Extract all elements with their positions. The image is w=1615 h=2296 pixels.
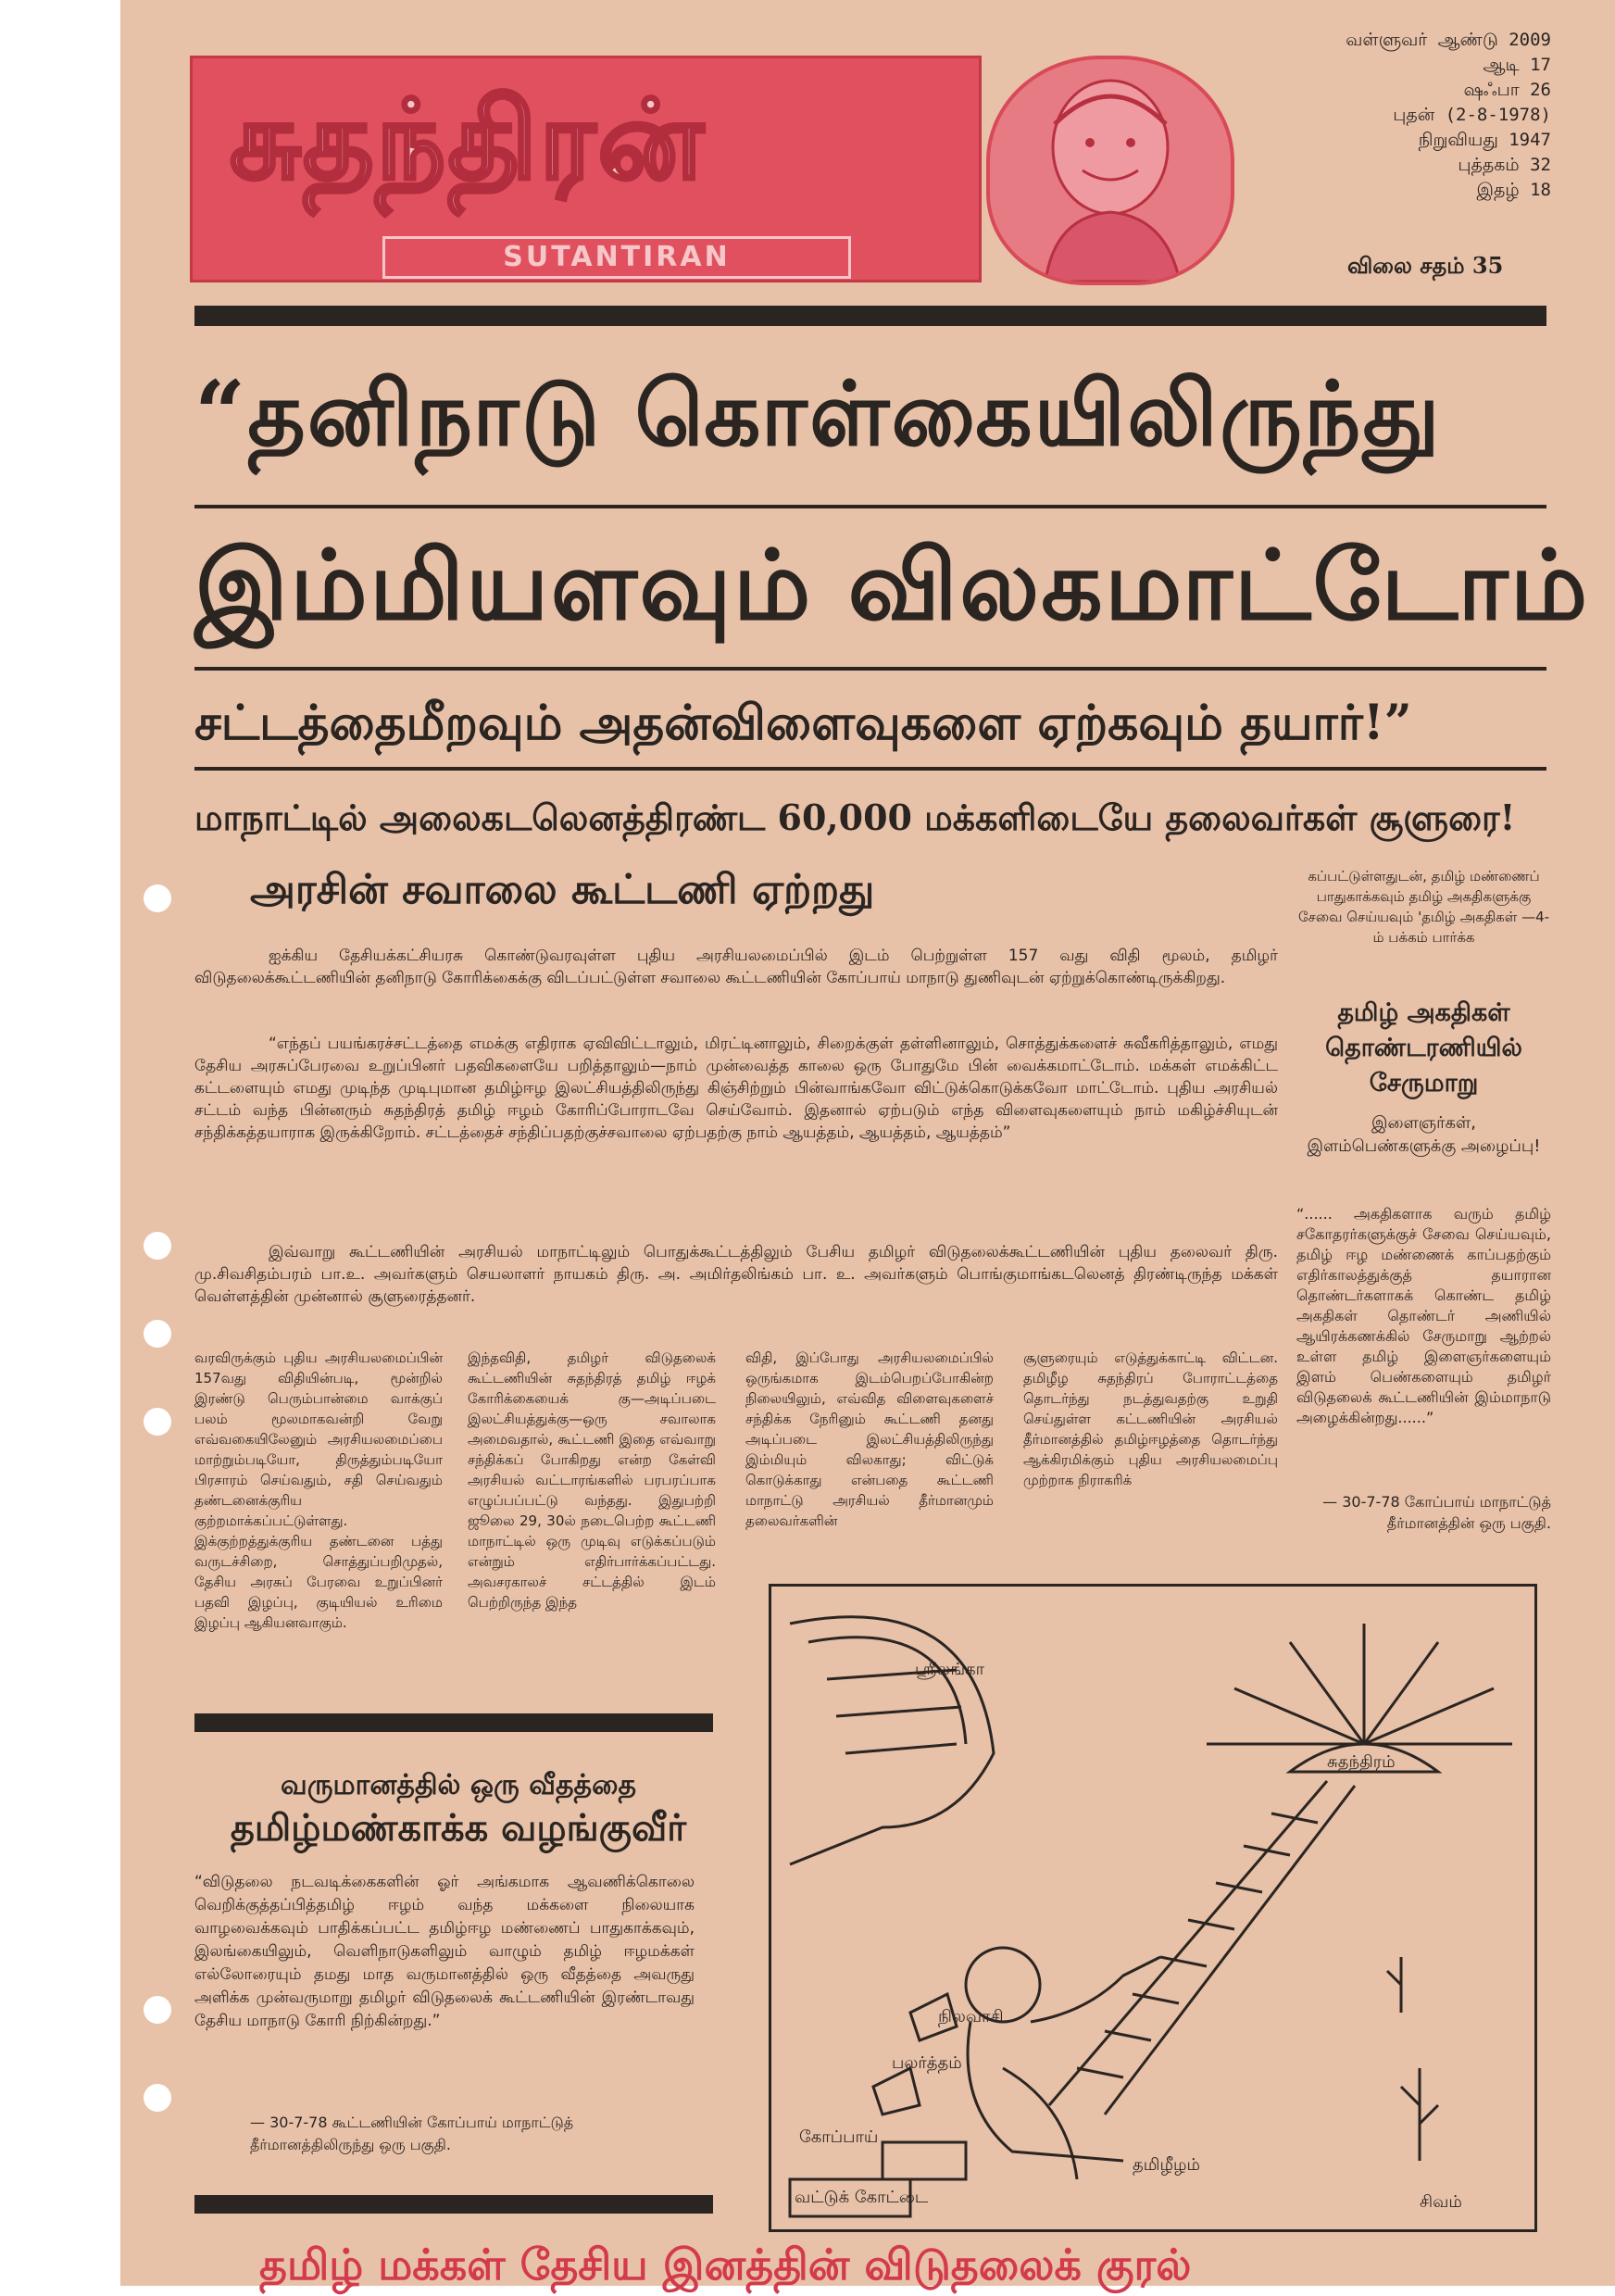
masthead [190, 56, 982, 282]
cartoon-label: ஸ்ரீலங்கா [915, 1660, 985, 1679]
divider [194, 1713, 713, 1732]
sidebar-heading: தமிழ் அகதிகள் தொண்டரணியில் சேருமாறு [1325, 998, 1522, 1098]
punch-hole [144, 885, 171, 912]
sidebar-body: “...... அகதிகளாக வரும் தமிழ் சகோதரர்களுக்குச் சேவை செய்யவும், தமிழ் ஈழ மண்ணைக் காப்பதற்கும் எதிர்காலத்துக்குத் தயாரான தொண்டர்களாகக் கொண்ட தமிழ் அகதிகள் தொண்டர் அணியில் ஆயிரக்கணக்கில் சேருமாறு ஆற்றல் உள்ள தமிழ் இளைஞர்களையும் இளம் பெண்களையும் தமிழர் விடுதலைக் கூட்டணியின் இம்மாநாடு அழைக்கின்றது......” [1296, 1205, 1551, 1426]
sidebar-footer: — 30-7-78 கோப்பாய் மாநாட்டுத் தீர்மானத்தின் ஒரு பகுதி. [1322, 1493, 1551, 1532]
article-column: இந்தவிதி, தமிழர் விடுதலைக் கூட்டணியின் சுதந்திரத் தமிழ் ஈழக் கோரிக்கையைக் கு—அடிப்படை இலட்சியத்துக்கு—ஒரு சவாலாக அமைவதால், கூட்டணி இதை எவ்வாறு சந்திக்கப் போகிறது என்ற கேள்வி அரசியல் வட்டாரங்களில் பரபரப்பாக எழுப்பப்பட்டு வந்தது. இதுபற்றி ஜூலை 29, 30ல் நடைபெற்ற கூட்டணி மாநாட்டில் ஒரு முடிவு எடுக்கப்படும் என்றும் எதிர்பார்க்கப்பட்டது. அவசரகாலச் சட்டத்தில் இடம் பெற்றிருந்த இந்த [468, 1349, 716, 1611]
issue-line: ஷஃபா 26 [1463, 80, 1551, 100]
punch-hole [144, 1320, 171, 1348]
appeal-heading-1: வருமானத்தில் ஒரு வீதத்தை [281, 1769, 636, 1801]
headline-line-1: “தனிநாடு கொள்கையிலிருந்து [194, 361, 1442, 466]
cartoon-label: தமிழீழம் [1133, 2155, 1200, 2175]
issue-line: இதழ் 18 [1476, 180, 1551, 200]
article-column: வரவிருக்கும் புதிய அரசியலமைப்பின் 157வது விதியின்படி, மூன்றில் இரண்டு பெரும்பான்மை வாக்குப் பலம் மூலமாகவன்றி வேறு எவ்வகையிலேனும் அரசியலமைப்பை மாற்றும்படியோ, திருத்தும்படியோ பிரசாரம் செய்வதும், சதி செய்வதும் தண்டனைக்குரிய குற்றமாக்கப்பட்டுள்ளது. இக்குற்றத்துக்குரிய தண்டனை பத்து வருடச்சிறை, சொத்துப்பறிமுதல், தேசிய அரசுப் பேரவை உறுப்பினர் பதவி இழப்பு, குடியியல் உரிமை இழப்பு ஆகியனவாகும். [194, 1349, 443, 1631]
issue-line: புத்தகம் 32 [1458, 155, 1551, 175]
divider [194, 505, 1546, 508]
punch-hole [144, 1232, 171, 1260]
subheadline: மாநாட்டில் அலைகடலெனத்திரண்ட 60,000 மக்களிடையே தலைவர்கள் சூளுரை! [194, 797, 1516, 838]
headline-line-3: சட்டத்தைமீறவும் அதன்விளைவுகளை ஏற்கவும் தயார்!” [194, 695, 1412, 751]
cartoon-label: நிலவாசி [938, 2007, 1004, 2026]
appeal-body: “விடுதலை நடவடிக்கைகளின் ஓர் அங்கமாக ஆவணிக்கொலை வெறிக்குத்தப்பித்தமிழ் ஈழம் வந்த மக்களை நிலையாக வாழவைக்கவும் பாதிக்கப்பட்ட தமிழ்ஈழ மண்ணைப் பாதுகாக்கவும், இலங்கையிலும், வெளிநாடுகளிலும் வாழும் தமிழ் ஈழமக்கள் எல்லோரையும் தமது மாத வருமானத்தில் ஒரு வீதத்தை அவருது அளிக்க முன்வருமாறு தமிழர் விடுதலைக் கூட்டணியின் இரண்டாவது தேசிய மாநாடு கோரி நிற்கின்றது.” [194, 1873, 695, 2030]
sidebar-note: கப்பட்டுள்ளதுடன், தமிழ் மண்ணைப் பாதுகாக்கவும் தமிழ் அகதிகளுக்கு சேவை செய்யவும் 'தமிழ் அகதிகள் —4-ம் பக்கம் பார்க்க [1297, 868, 1550, 946]
punch-hole [144, 1996, 171, 2024]
punch-hole [144, 2084, 171, 2112]
portrait-icon [990, 59, 1231, 282]
price: விலை சதம் 35 [1347, 252, 1504, 279]
article-column: விதி, இப்போது அரசியலமைப்பில் ஒருங்கமாக இடம்பெறப்போகின்ற நிலையிலும், எவ்வித விளைவுகளைச் சந்திக்க நேரினும் கூட்டணி தனது அடிப்படை இலட்சியத்திலிருந்து இம்மியும் விலகாது; விட்டுக் கொடுக்காது என்பதை கூட்டணி மாநாட்டு அரசியல் தீர்மானமும் தலைவர்களின் [745, 1349, 994, 1529]
cartoon-signature: சிவம் [1420, 2192, 1462, 2212]
article-column: சூளுரையும் எடுத்துக்காட்டி விட்டன. தமிழீழ சுதந்திரப் போராட்டத்தை தொடர்ந்து நடத்துவதற்கு உறுதி செய்துள்ள கட்டணியின் அரசியல் தீர்மானத்தில் தமிழ்ஈழத்தை தொடர்ந்து ஆக்கிரமிக்கும் புதிய அரசியலமைப்பு முற்றாக நிராகரிக் [1023, 1349, 1278, 1488]
issue-line: புதன் (2-8-1978) [1393, 105, 1551, 125]
headline-line-2: இம்மியளவும் விலகமாட்டோம் [194, 528, 1590, 642]
divider [194, 767, 1546, 771]
article-headline: அரசின் சவாலை கூட்டணி ஏற்றது [250, 866, 875, 913]
divider [194, 667, 1546, 671]
article-intro: ஐக்கிய தேசியக்கட்சியரசு கொண்டுவரவுள்ள புதிய அரசியலமைப்பில் இடம் பெற்றுள்ள 157 வது விதி மூலம், தமிழர் விடுதலைக்கூட்டணியின் தனிநாடு கோரிக்கைக்கு விடப்பட்டுள்ள சவாலை கூட்டணியின் கோப்பாய் மாநாடு துணிவுடன் ஏற்றுக்கொண்டிருக்கிறது. [194, 947, 1278, 987]
appeal-heading-2: தமிழ்மண்காக்க வழங்குவீர் [230, 1806, 687, 1850]
divider [194, 306, 1546, 326]
cartoon-label: சுதந்திரம் [1327, 1752, 1396, 1772]
political-cartoon [769, 1584, 1537, 2232]
footer-banner: தமிழ் மக்கள் தேசிய இனத்தின் விடுதலைக் குரல் [259, 2240, 1192, 2290]
masthead-title: சுதந்திரன் [230, 75, 706, 204]
cartoon-label: கோப்பாய் [799, 2127, 879, 2147]
cartoon-label: வட்டுக் கோட்டை [795, 2188, 929, 2207]
sidebar-subheading: இளைஞர்கள், இளம்பெண்களுக்கு அழைப்பு! [1307, 1113, 1541, 1156]
divider [194, 2195, 713, 2214]
issue-line: நிறுவியது 1947 [1418, 130, 1551, 150]
issue-info [1283, 28, 1551, 203]
issue-line: ஆடி 17 [1483, 55, 1551, 75]
article-speakers: இவ்வாறு கூட்டணியின் அரசியல் மாநாட்டிலும் பொதுக்கூட்டத்திலும் பேசிய தமிழர் விடுதலைக்கூட்டணியின் புதிய தலைவர் திரு. மு.சிவசிதம்பரம் பா.உ. அவர்களும் செயலாளர் நாயகம் திரு. அ. அமிர்தலிங்கம் பா. உ. அவர்களும் பொங்குமாங்கடலெனத் திரண்டிருந்த மக்கள் வெள்ளத்தின் முன்னால் சூளுரைத்தனர். [194, 1243, 1278, 1306]
masthead-english: SUTANTIRAN [382, 236, 851, 279]
cartoon-label: பலர்த்தம் [892, 2053, 962, 2073]
portrait-logo [986, 56, 1234, 285]
issue-line: வள்ளுவர் ஆண்டு 2009 [1346, 30, 1551, 50]
appeal-footer: — 30-7-78 கூட்டணியின் கோப்பாய் மாநாட்டுத் தீர்மானத்திலிருந்து ஒரு பகுதி. [250, 2114, 574, 2153]
punch-hole [144, 1408, 171, 1436]
cartoon-drawing [771, 1587, 1534, 2229]
article-quote: “எந்தப் பயங்கரச்சட்டத்தை எமக்கு எதிராக ஏவிவிட்டாலும், மிரட்டினாலும், சிறைக்குள் தள்ளினாலும், சொத்துக்களைச் சுவீகரித்தாலும், எமது தேசிய அரசுப்பேரவை உறுப்பினர் பதவிகளையே பறித்தாலும்—நாம் முன்வைத்த காலை ஒரு போதுமே பின் வைக்கமாட்டோம். மக்கள் எமக்கிட்ட கட்டளையும் எமது முடிந்த முடிபுமான தமிழ்ஈழ இலட்சியத்திலிருந்து கிஞ்சிற்றும் பின்வாங்கவோ விட்டுக்கொடுக்கவோ மாட்டோம். புதிய அரசியல் சட்டம் வந்த பின்னரும் சுதந்திரத் தமிழ் ஈழம் கோரிப்போராடவே செய்வோம். இதனால் ஏற்படும் எந்த விளைவுகளையும் நாம் மகிழ்ச்சியுடன் சந்திக்கத்தயாராக இருக்கிறோம். சட்டத்தைச் சந்திப்பதற்குச்சவாலை ஏற்பதற்கு நாம் ஆயத்தம், ஆயத்தம், ஆயத்தம்” [194, 1035, 1278, 1142]
